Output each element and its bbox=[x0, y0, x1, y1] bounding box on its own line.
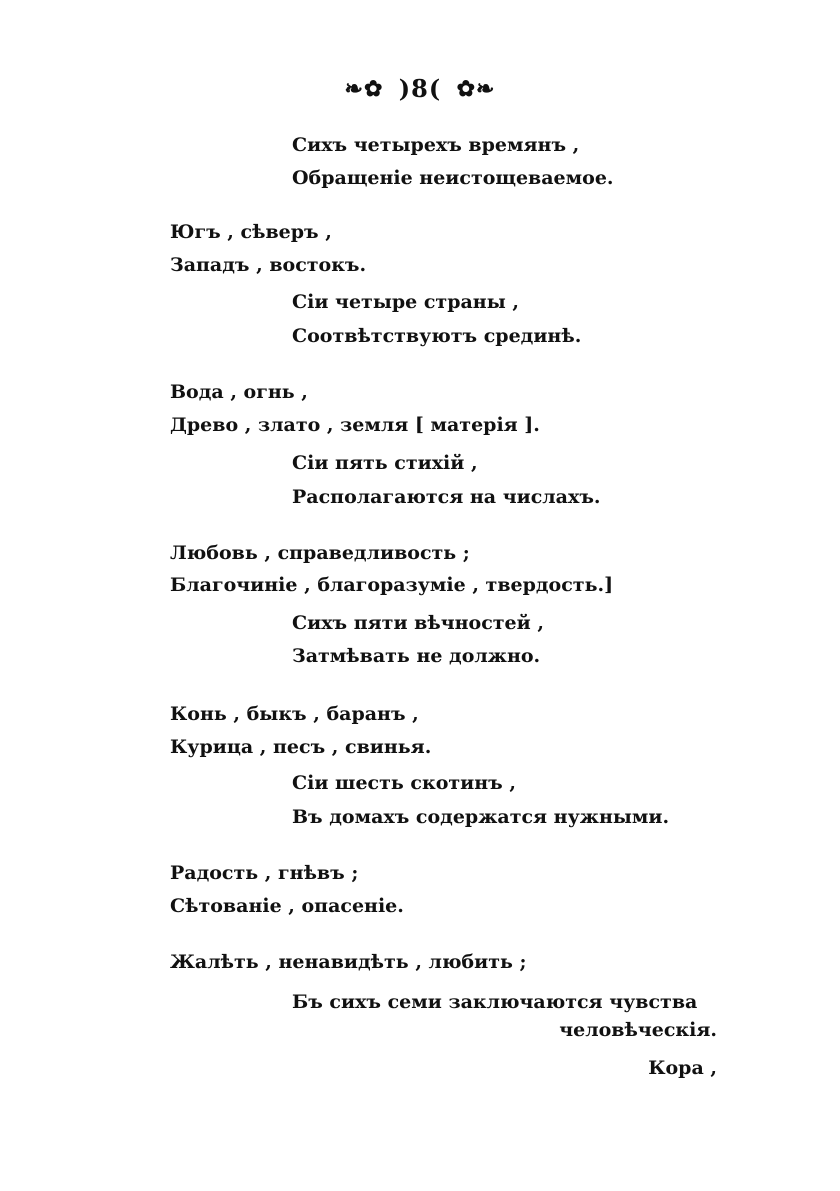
page-header bbox=[0, 72, 840, 103]
verse-line: Въ домахъ содержатся нужными. bbox=[292, 806, 670, 828]
verse-line: Западъ , востокъ. bbox=[170, 254, 367, 276]
verse-line: Конь , быкъ , баранъ , bbox=[170, 703, 419, 725]
verse-line: Располагаются на числахъ. bbox=[292, 486, 601, 508]
page-number: )8( bbox=[398, 74, 442, 103]
verse-line: Сіи четыре страны , bbox=[292, 291, 519, 313]
verse-line: Любовь , справедливость ; bbox=[170, 542, 470, 564]
verse-line: Сѣтованіе , опасеніе. bbox=[170, 895, 404, 917]
verse-line: Благочиніе , благоразуміе , твердость.] bbox=[170, 574, 614, 596]
catchword: Кора , bbox=[648, 1057, 717, 1079]
verse-line: Древо , злато , земля [ матерія ]. bbox=[170, 414, 540, 436]
verse-line: Вода , огнь , bbox=[170, 381, 308, 403]
verse-line: Сіи шесть скотинъ , bbox=[292, 772, 516, 794]
verse-line: Югъ , сѣверъ , bbox=[170, 221, 332, 243]
verse-line: Сихъ пяти вѣчностей , bbox=[292, 612, 544, 634]
verse-line: человѣческія. bbox=[559, 1019, 717, 1041]
verse-line: Сихъ четырехъ времянъ , bbox=[292, 134, 580, 156]
ornament-right-icon: ✿❧ bbox=[456, 75, 496, 102]
verse-line: Соотвѣтствуютъ срединѣ. bbox=[292, 325, 582, 347]
verse-line: Курица , песъ , свинья. bbox=[170, 736, 432, 758]
verse-line: Радость , гнѣвъ ; bbox=[170, 862, 359, 884]
verse-line: Затмѣвать не должно. bbox=[292, 645, 541, 667]
verse-line: Обращеніе неистощеваемое. bbox=[292, 167, 614, 189]
verse-line: Сіи пять стихій , bbox=[292, 452, 478, 474]
verse-line: Бъ сихъ семи заключаются чувства bbox=[292, 991, 698, 1013]
verse-line: Жалѣть , ненавидѣть , любить ; bbox=[170, 951, 527, 973]
ornament-left-icon: ❧✿ bbox=[344, 75, 384, 102]
